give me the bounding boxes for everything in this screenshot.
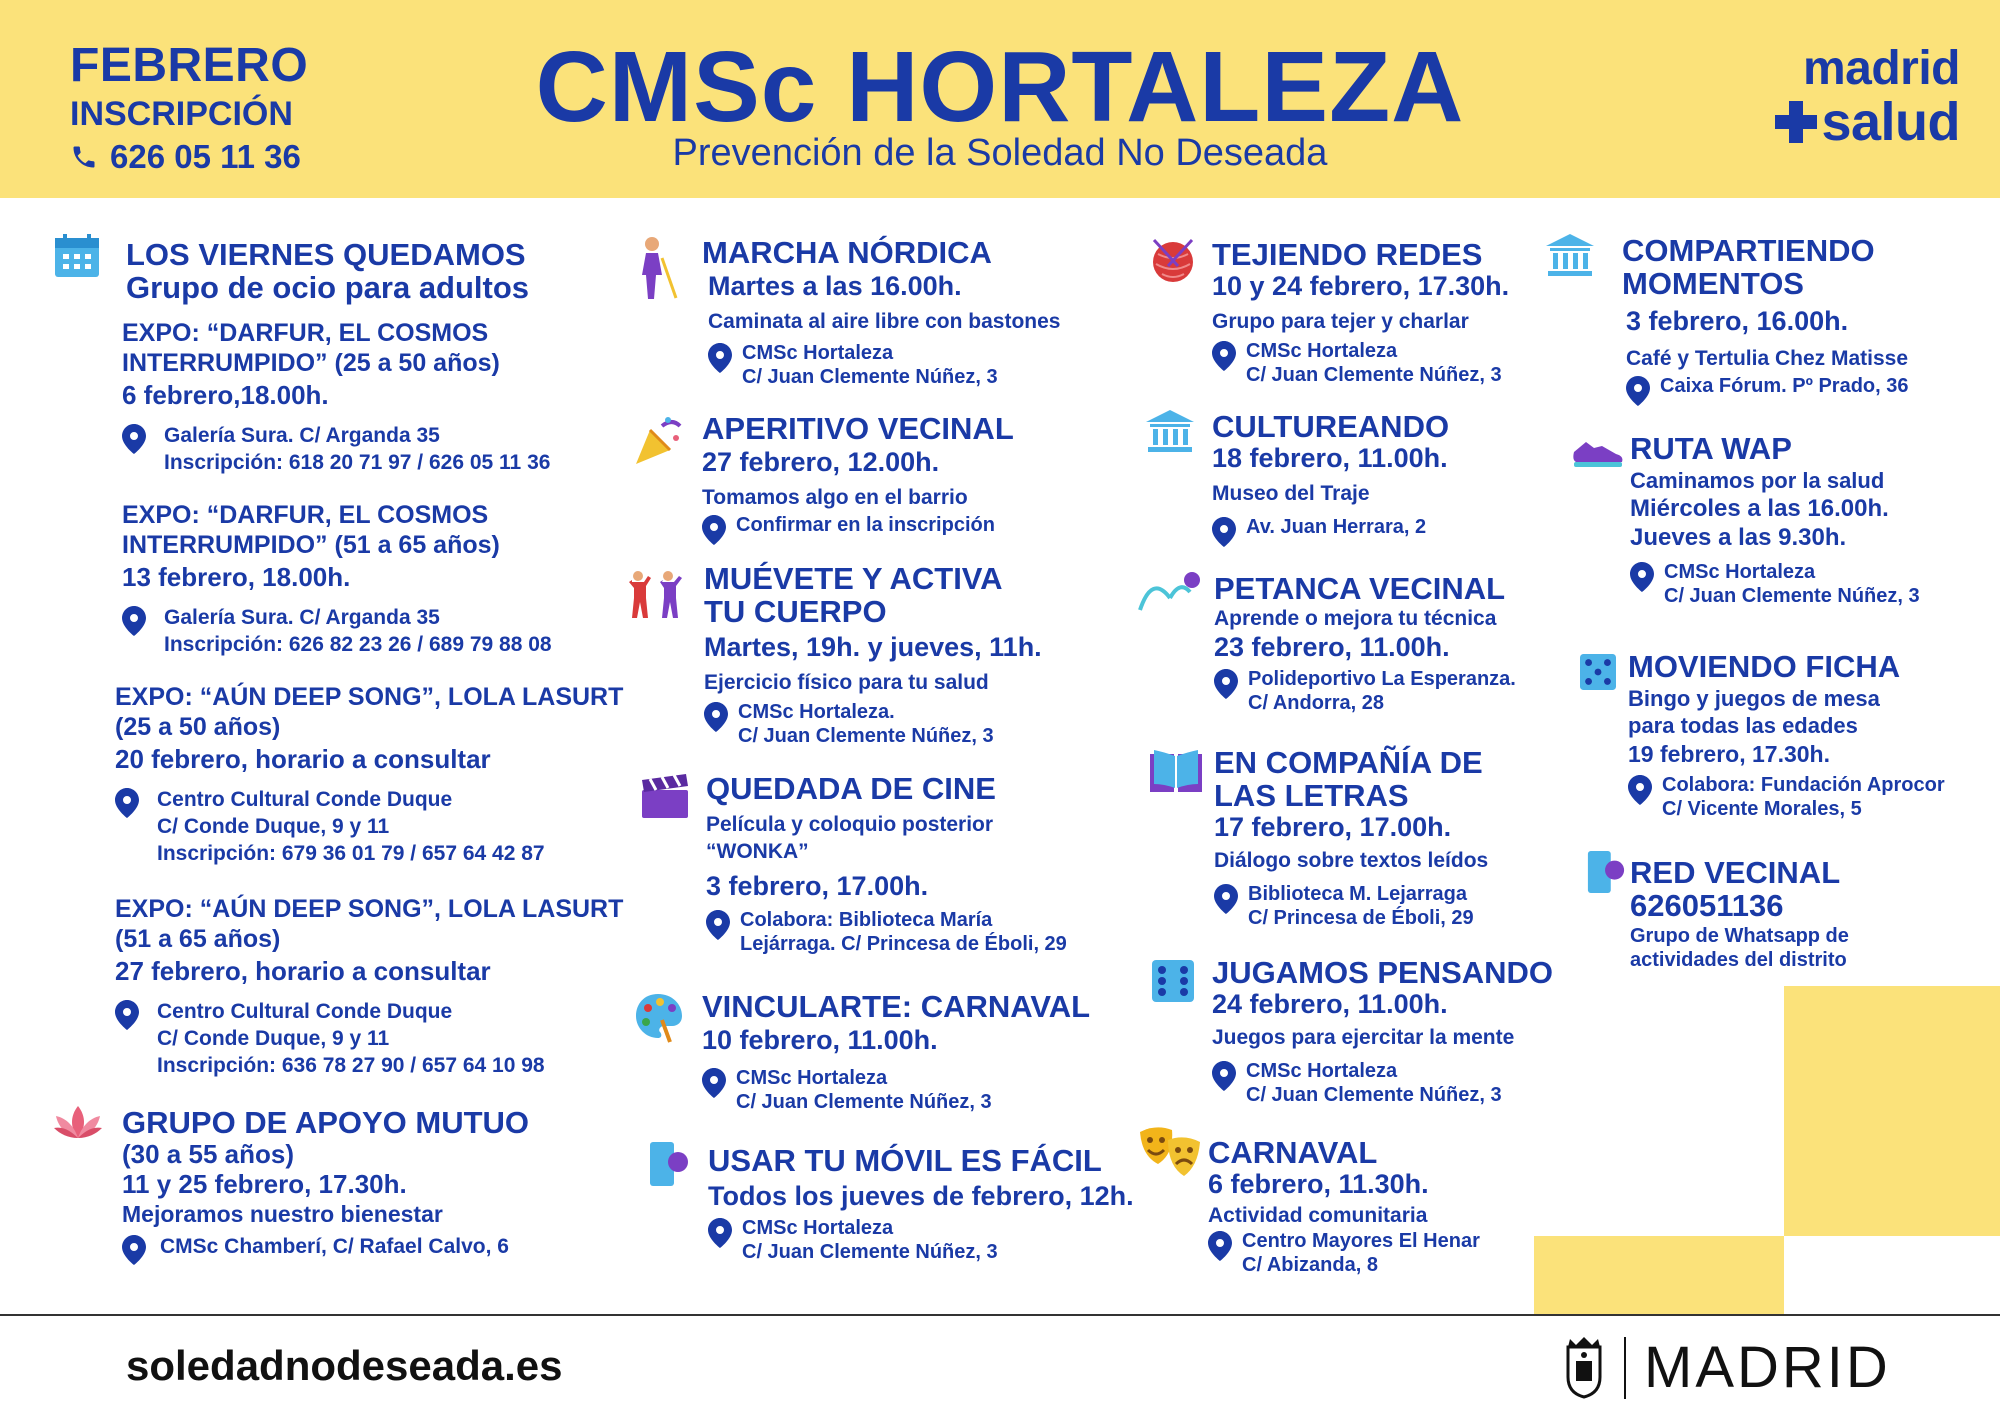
inscription-text: Inscripción: 679 36 01 79 / 657 64 42 87 [157, 842, 545, 865]
location-pin-icon [115, 788, 139, 818]
event-title: USAR TU MÓVIL ES FÁCIL [708, 1143, 1102, 1178]
event-title: MOVIENDO FICHA [1628, 649, 1901, 684]
location-text: CMSc Hortaleza [742, 1217, 894, 1239]
location-row [1212, 515, 1449, 539]
event-desc: Bingo y juegos de mesa [1628, 686, 1880, 711]
expo-darfur-51-65 [122, 500, 552, 658]
event-title: MOMENTOS [1622, 266, 1804, 301]
location-pin-icon [708, 1218, 732, 1248]
location-row [122, 1233, 529, 1260]
event-title: PETANCA VECINAL [1214, 571, 1506, 606]
event-title: GRUPO DE APOYO MUTUO [122, 1105, 530, 1140]
location-text: Centro Mayores El Henar [1242, 1230, 1480, 1252]
footer-divider [0, 1314, 2000, 1316]
location-pin-icon [1628, 775, 1652, 805]
inscription-text: Inscripción: 626 82 23 26 / 689 79 88 08 [164, 633, 552, 656]
event-title: COMPARTIENDO [1622, 233, 1875, 268]
location-pin-icon [122, 1235, 146, 1265]
expo-name: EXPO: “AÚN DEEP SONG”, LOLA LASURT [115, 683, 624, 711]
event-desc: Grupo de Whatsapp de [1630, 925, 1849, 947]
event-date: 6 febrero, 11.30h. [1208, 1169, 1429, 1199]
event-desc: Película y coloquio posterior [706, 813, 994, 836]
open-book-icon [1148, 748, 1204, 794]
location-row [702, 513, 1014, 537]
month-label: FEBRERO [70, 39, 309, 92]
expo-darfur-25-50 [122, 318, 550, 476]
location-pin-icon [1212, 517, 1236, 547]
event-muevete [704, 562, 1042, 748]
event-usar-movil [708, 1144, 1134, 1264]
location-address: C/ Juan Clemente Núñez, 3 [742, 1241, 998, 1263]
expo-name: (25 a 50 años) [115, 713, 281, 741]
inscription-text: Inscripción: 636 78 27 90 / 657 64 10 98 [157, 1054, 545, 1077]
event-desc: Ejercicio físico para tu salud [704, 671, 989, 694]
dice-icon [1580, 654, 1616, 690]
location-row [122, 422, 550, 476]
location-text: CMSc Hortaleza. [738, 701, 895, 723]
logo-line2-row [1775, 94, 1960, 150]
location-pin-icon [1212, 1061, 1236, 1091]
event-date: 10 y 24 febrero, 17.30h. [1212, 271, 1510, 301]
event-desc: Diálogo sobre textos leídos [1214, 849, 1489, 872]
location-pin-icon [122, 606, 146, 636]
logo-divider [1624, 1337, 1626, 1399]
event-red-vecinal [1630, 856, 2000, 972]
expo-date: 6 febrero,18.00h. [122, 380, 329, 410]
location-text: CMSc Hortaleza [1664, 561, 1816, 583]
event-carnaval [1208, 1136, 1480, 1277]
event-desc: Mejoramos nuestro bienestar [122, 1201, 443, 1227]
event-jugamos-pensando [1212, 956, 1553, 1107]
expo-name: INTERRUMPIDO” (25 a 50 años) [122, 349, 500, 377]
page-subtitle: Prevención de la Soledad No Deseada [672, 132, 1328, 174]
event-cultureando [1212, 410, 1449, 539]
event-date: Todos los jueves de febrero, 12h. [708, 1181, 1134, 1211]
location-address: C/ Princesa de Éboli, 29 [1248, 907, 1474, 929]
event-date: 18 febrero, 11.00h. [1212, 443, 1448, 473]
event-title: TU CUERPO [704, 594, 887, 629]
expo-name: EXPO: “DARFUR, EL COSMOS [122, 319, 489, 347]
location-pin-icon [706, 910, 730, 940]
location-text: Centro Cultural Conde Duque [157, 788, 453, 811]
event-date: 23 febrero, 11.00h. [1214, 632, 1450, 662]
phone-number: 626 05 11 36 [110, 138, 301, 175]
museum-icon [1146, 410, 1194, 452]
location-text: Colabora: Biblioteca María [740, 909, 993, 931]
inscription-label: INSCRIPCIÓN [70, 95, 293, 133]
event-viernes-quedamos [126, 238, 529, 304]
event-title: QUEDADA DE CINE [706, 771, 996, 806]
location-text: CMSc Hortaleza [1246, 340, 1398, 362]
event-moviendo-ficha [1628, 650, 1945, 821]
event-title: CARNAVAL [1208, 1135, 1378, 1170]
event-petanca-vecinal [1214, 572, 1516, 715]
location-row [115, 998, 623, 1079]
inscription-text: Inscripción: 618 20 71 97 / 626 05 11 36 [164, 451, 551, 474]
event-date: 11 y 25 febrero, 17.30h. [122, 1169, 407, 1199]
location-row [1630, 560, 1920, 608]
location-pin-icon [702, 1068, 726, 1098]
location-address: C/ Juan Clemente Núñez, 3 [1246, 1084, 1502, 1106]
location-address: C/ Conde Duque, 9 y 11 [157, 1027, 390, 1050]
event-date: 10 febrero, 11.00h. [702, 1025, 938, 1055]
event-title: CULTUREANDO [1212, 409, 1450, 444]
expo-date: 20 febrero, horario a consultar [115, 744, 491, 774]
lotus-icon [52, 1102, 104, 1142]
location-address: C/ Juan Clemente Núñez, 3 [1246, 364, 1502, 386]
petanque-icon [1136, 570, 1202, 614]
location-text: Centro Cultural Conde Duque [157, 1000, 453, 1023]
event-title: RUTA WAP [1630, 431, 1792, 466]
event-ruta-wap [1630, 432, 1920, 608]
expo-date: 13 febrero, 18.00h. [122, 562, 351, 592]
location-text: Confirmar en la inscripción [736, 514, 995, 536]
location-address: C/ Abizanda, 8 [1242, 1254, 1378, 1276]
location-row [1214, 882, 1488, 930]
location-text: CMSc Hortaleza [736, 1067, 888, 1089]
header-band [0, 0, 2000, 198]
mobile-phone-icon [648, 1142, 690, 1186]
event-desc: Caminata al aire libre con bastones [708, 310, 1061, 333]
nordic-walking-icon [632, 236, 682, 300]
event-title: RED VECINAL 626051136 [1630, 855, 1840, 923]
location-row [1212, 1059, 1553, 1107]
footer-website-link[interactable]: soledadnodeseada.es [126, 1342, 563, 1389]
location-text: Av. Juan Herrara, 2 [1246, 516, 1427, 538]
city-name: MADRID [1644, 1335, 1891, 1400]
event-title: APERITIVO VECINAL [702, 411, 1014, 446]
location-text: CMSc Chamberí, C/ Rafael Calvo, 6 [160, 1235, 509, 1258]
dice-icon [1152, 960, 1194, 1002]
decorative-square [1534, 1236, 1784, 1314]
location-row [1208, 1229, 1480, 1277]
event-date: 19 febrero, 17.30h. [1628, 741, 1830, 767]
expo-name: EXPO: “AÚN DEEP SONG”, LOLA LASURT [115, 895, 624, 923]
location-address: C/ Andorra, 28 [1248, 692, 1384, 714]
location-address: C/ Juan Clemente Núñez, 3 [1664, 585, 1920, 607]
event-vincularte [702, 990, 1090, 1114]
event-date: Miércoles a las 16.00h. [1630, 495, 1889, 522]
event-desc: Actividad comunitaria [1208, 1204, 1428, 1227]
exercise-icon [624, 570, 684, 620]
page-title: CMSc HORTALEZA [535, 31, 1465, 143]
event-compania-letras [1214, 746, 1488, 930]
event-tejiendo-redes [1212, 238, 1509, 387]
event-title: LOS VIERNES QUEDAMOS [126, 237, 526, 272]
expo-deep-song-51-65 [115, 894, 623, 1079]
expo-name: EXPO: “DARFUR, EL COSMOS [122, 501, 489, 529]
party-popper-icon [632, 414, 686, 468]
theater-masks-icon [1138, 1124, 1204, 1180]
location-address: Lejárraga. C/ Princesa de Éboli, 29 [740, 933, 1067, 955]
madrid-city-logo [1562, 1334, 1891, 1401]
event-date: 27 febrero, 12.00h. [702, 447, 940, 477]
location-text: Galería Sura. C/ Arganda 35 [164, 424, 440, 447]
event-aperitivo-vecinal [702, 412, 1014, 537]
event-desc: Museo del Traje [1212, 482, 1370, 505]
location-row [1628, 773, 1945, 821]
location-address: C/ Juan Clemente Núñez, 3 [736, 1091, 992, 1113]
location-pin-icon [1214, 884, 1238, 914]
event-subtitle: Grupo de ocio para adultos [126, 270, 530, 305]
decorative-square [1784, 986, 2000, 1236]
event-quedada-cine [706, 772, 1067, 956]
event-date: 24 febrero, 11.00h. [1212, 989, 1448, 1019]
location-text: Caixa Fórum. Pº Prado, 36 [1660, 375, 1909, 397]
location-pin-icon [1212, 341, 1236, 371]
event-desc: Café y Tertulia Chez Matisse [1626, 347, 1909, 370]
event-marcha-nordica [702, 236, 1060, 389]
location-pin-icon [1214, 669, 1238, 699]
movie-title: “WONKA” [706, 840, 809, 863]
event-date: Martes a las 16.00h. [708, 271, 962, 301]
location-row [704, 700, 1042, 748]
location-row [1626, 374, 1909, 398]
location-row [122, 604, 552, 658]
event-date: 3 febrero, 17.00h. [706, 871, 929, 901]
expo-deep-song-25-50 [115, 682, 623, 867]
event-date: Martes, 19h. y jueves, 11h. [704, 632, 1042, 662]
calendar-icon [54, 234, 100, 278]
event-desc: Caminamos por la salud [1630, 468, 1885, 493]
location-row [1212, 339, 1509, 387]
event-title: VINCULARTE: CARNAVAL [702, 989, 1091, 1024]
location-pin-icon [1626, 376, 1650, 406]
location-row [708, 341, 1060, 389]
event-desc: para todas las edades [1628, 713, 1858, 738]
event-title: JUGAMOS PENSANDO [1212, 955, 1554, 990]
event-title: EN COMPAÑÍA DE [1214, 745, 1483, 780]
expo-name: (51 a 65 años) [115, 925, 281, 953]
expo-name: INTERRUMPIDO” (51 a 65 años) [122, 531, 500, 559]
location-text: CMSc Hortaleza [742, 342, 894, 364]
location-text: Colabora: Fundación Aprocor [1662, 774, 1945, 796]
event-desc: Tomamos algo en el barrio [702, 486, 968, 509]
event-date: Jueves a las 9.30h. [1630, 524, 1847, 551]
location-pin-icon [122, 424, 146, 454]
mobile-phone-icon [1586, 850, 1626, 894]
logo-line2: salud [1821, 92, 1960, 152]
location-address: C/ Conde Duque, 9 y 11 [157, 815, 390, 838]
museum-icon [1546, 234, 1594, 276]
location-pin-icon [704, 702, 728, 732]
event-compartiendo-momentos [1622, 234, 1909, 398]
location-pin-icon [702, 515, 726, 545]
location-text: Biblioteca M. Lejarraga [1248, 883, 1467, 905]
event-desc: Juegos para ejercitar la mente [1212, 1026, 1515, 1049]
location-pin-icon [708, 343, 732, 373]
plus-icon [1775, 101, 1817, 143]
location-address: C/ Juan Clemente Núñez, 3 [742, 366, 998, 388]
event-desc: Grupo para tejer y charlar [1212, 310, 1469, 333]
logo-line1: madrid [1802, 42, 1960, 95]
madrid-salud-logo [1775, 44, 1960, 150]
coat-of-arms-icon [1562, 1337, 1606, 1399]
event-title: MUÉVETE Y ACTIVA [704, 561, 1003, 596]
location-row [115, 786, 623, 867]
event-date: 17 febrero, 17.00h. [1214, 812, 1452, 842]
yarn-ball-icon [1148, 236, 1198, 286]
location-address: C/ Vicente Morales, 5 [1662, 798, 1862, 820]
sneaker-icon [1572, 438, 1624, 468]
expo-date: 27 febrero, horario a consultar [115, 956, 491, 986]
event-date: 3 febrero, 16.00h. [1626, 306, 1849, 336]
location-pin-icon [115, 1000, 139, 1030]
event-desc: actividades del distrito [1630, 949, 1847, 971]
event-desc: Aprende o mejora tu técnica [1214, 607, 1497, 630]
location-text: CMSc Hortaleza [1246, 1060, 1398, 1082]
location-row [706, 908, 1067, 956]
location-row [702, 1066, 1090, 1114]
location-text: Galería Sura. C/ Arganda 35 [164, 606, 440, 629]
clapperboard-icon [640, 774, 690, 820]
location-row [1214, 667, 1516, 715]
event-title: TEJIENDO REDES [1212, 237, 1483, 272]
location-pin-icon [1630, 562, 1654, 592]
event-age: (30 a 55 años) [122, 1139, 294, 1169]
event-title: LAS LETRAS [1214, 778, 1409, 813]
event-grupo-apoyo-mutuo [122, 1106, 529, 1260]
art-palette-icon [632, 990, 686, 1044]
location-text: Polideportivo La Esperanza. [1248, 668, 1516, 690]
event-title: MARCHA NÓRDICA [702, 235, 992, 270]
location-row [708, 1216, 1134, 1264]
location-address: C/ Juan Clemente Núñez, 3 [738, 725, 994, 747]
location-pin-icon [1208, 1231, 1232, 1261]
